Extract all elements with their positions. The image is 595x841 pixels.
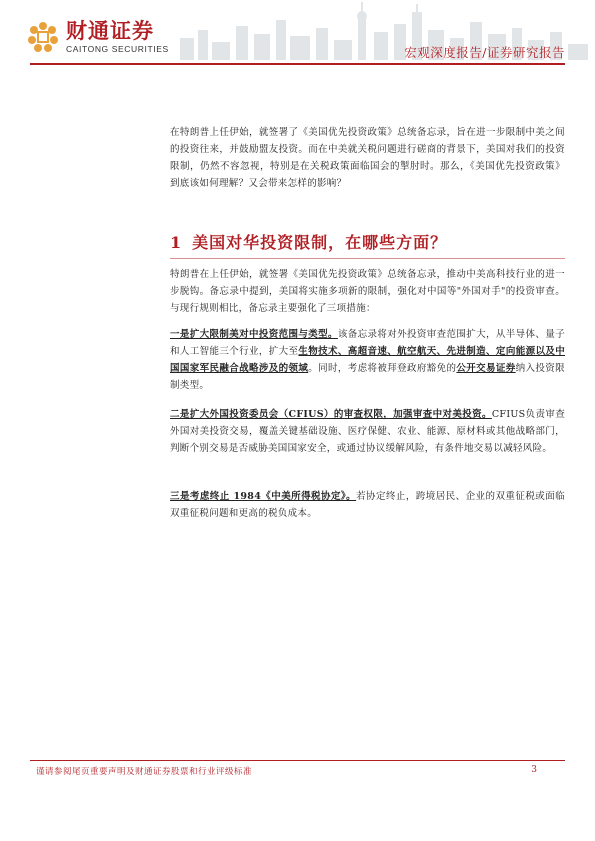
logo-name-cn: 财通证券: [66, 19, 154, 43]
measure-1-text-c: 纳入投资限制类型。: [170, 363, 565, 391]
section-number: 1: [170, 233, 183, 252]
paragraph-4-block: [170, 488, 565, 522]
company-logo: [26, 20, 169, 54]
paragraph-3-block: [170, 406, 565, 457]
logo-name-en: CAITONG SECURITIES: [66, 44, 169, 54]
measure-1-securities: 公开交易证券: [456, 363, 516, 374]
page-header: [0, 0, 595, 72]
measure-3-lead: 三是考虑终止 1984《中美所得税协定》。: [170, 491, 357, 502]
header-divider: [30, 63, 565, 65]
footer-divider: [30, 760, 565, 761]
section-title: 美国对华投资限制，在哪些方面？: [192, 233, 448, 252]
paragraph-1: 特朗普在上任伊始，就签署《美国优先投资政策》总统备忘录，推动中美高科技行业的进一步脱钩。备忘录中提到，美国将实施多项新的限制，强化对中国等"外国对手"的投资审查。与现行规则相比，备忘录主要强化了三项措施：: [170, 269, 565, 314]
paragraph-2-block: [170, 326, 565, 394]
measure-1-fields: 生物技术、高超音速、航空航天、先进制造、定向能源以及中国国家军民融合战略涉及的领域: [170, 346, 565, 374]
paragraph-2: [170, 326, 565, 394]
footer-disclaimer: 谨请参阅尾页重要声明及财通证券股票和行业评级标准: [36, 767, 253, 777]
measure-3-text: 若协定终止，跨境居民、企业的双重征税或面临双重征税问题和更高的税负成本。: [170, 491, 565, 519]
report-type-label: 宏观深度报告/证券研究报告: [404, 45, 565, 60]
measure-1-text-a: 该备忘录将对外投资审查范围扩大，从半导体、量子和人工智能三个行业，扩大至: [170, 329, 565, 357]
logo-coin-icon: [26, 20, 60, 54]
paragraph-3: [170, 406, 565, 457]
paragraph-4: [170, 488, 565, 522]
intro-block: [170, 124, 565, 192]
paragraph-1-block: [170, 266, 565, 317]
measure-1-text-b: 。同时，考虑将被拜登政府豁免的: [308, 363, 457, 374]
measure-2-lead: 二是扩大外国投资委员会（CFIUS）的审查权限，加强审查中对美投资。: [170, 409, 492, 420]
intro-paragraph: 在特朗普上任伊始，就签署了《美国优先投资政策》总统备忘录，旨在进一步限制中美之间的投资往来，并鼓励盟友投资。而在中美就关税问题进行磋商的背景下，美国对我们的投资限制，仍然不容忽视，特别是在关税政策面临国会的掣肘时。那么，《美国优先投资政策》到底该如何理解？又会带来怎样的影响？: [170, 127, 565, 189]
measure-1-lead: 一是扩大限制美对中投资范围与类型。: [170, 329, 338, 340]
measure-2-text: CFIUS负责审查外国对美投资交易，覆盖关键基础设施、医疗保健、农业、能源、原材料或其他战略部门，判断个别交易是否威胁美国国家安全，或通过协议缓解风险，有条件地交易以减轻风险。: [170, 409, 565, 454]
section-divider: [170, 258, 565, 259]
page-number: 3: [531, 765, 537, 775]
section-heading: [170, 230, 447, 253]
